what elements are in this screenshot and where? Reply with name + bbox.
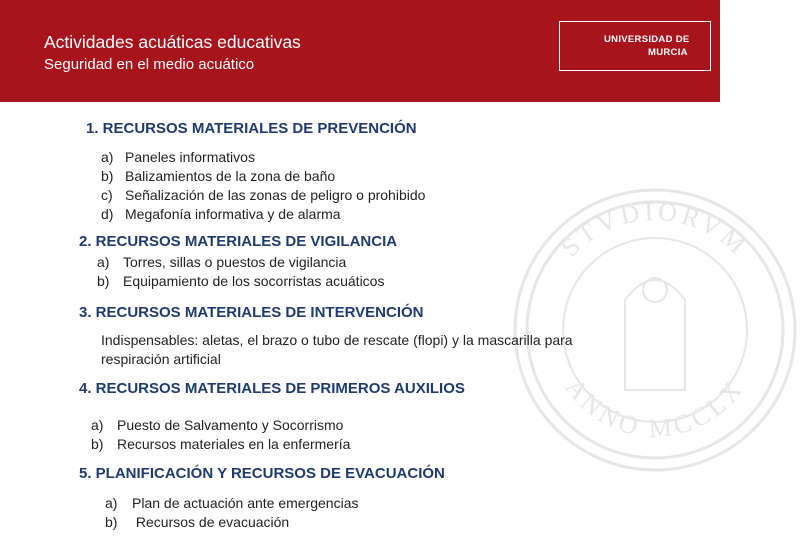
list-primeros-auxilios <box>91 416 350 454</box>
university-seal-icon <box>505 180 805 480</box>
list-item-text: Paneles informativos <box>125 149 255 165</box>
seal-text-top: STVDIORVM <box>555 196 755 263</box>
list-item-text: Recursos materiales en la enfermería <box>117 436 351 452</box>
list-item-text: Señalización de las zonas de peligro o prohibido <box>125 187 426 203</box>
list-item <box>91 435 350 454</box>
list-item <box>97 272 384 291</box>
section-heading-primeros-auxilios: 4. RECURSOS MATERIALES DE PRIMEROS AUXILIOS <box>79 380 465 397</box>
list-item <box>97 253 384 272</box>
list-item-text: Puesto de Salvamento y Socorrismo <box>117 417 344 433</box>
list-item-mark: c) <box>101 187 113 203</box>
logo-text-line1: UNIVERSIDAD DE <box>604 34 690 45</box>
list-item-mark: a) <box>97 254 110 270</box>
university-logo <box>559 21 711 71</box>
list-item <box>101 148 425 167</box>
section-paragraph-intervencion: Indispensables: aletas, el brazo o tubo de rescate (flopi) y la mascarilla para respiración artificial <box>101 332 573 367</box>
list-item-text: Balizamientos de la zona de baño <box>125 168 336 184</box>
list-item-mark: b) <box>105 514 118 530</box>
list-item <box>101 167 425 186</box>
list-item-text: Torres, sillas o puestos de vigilancia <box>123 254 347 270</box>
list-item-text: Equipamiento de los socorristas acuáticos <box>123 273 385 289</box>
list-item <box>105 494 358 513</box>
list-item <box>91 416 350 435</box>
section-heading-intervencion: 3. RECURSOS MATERIALES DE INTERVENCIÓN <box>79 304 424 321</box>
logo-text-line2: MURCIA <box>648 47 688 58</box>
list-item-text: Recursos de evacuación <box>132 514 290 530</box>
list-item <box>101 205 425 224</box>
list-item <box>105 513 358 532</box>
list-item-mark: a) <box>91 417 104 433</box>
section-heading-prevencion: 1. RECURSOS MATERIALES DE PREVENCIÓN <box>86 120 417 137</box>
list-vigilancia <box>97 253 384 291</box>
list-prevencion <box>101 148 425 224</box>
list-item-text: Megafonía informativa y de alarma <box>125 206 341 222</box>
page-subtitle: Seguridad en el medio acuático <box>44 56 255 73</box>
seal-text-bottom: ANNO MCCLX <box>559 372 751 444</box>
list-item-text: Plan de actuación ante emergencias <box>132 495 359 511</box>
list-item-mark: a) <box>105 495 118 511</box>
list-item-mark: a) <box>101 149 114 165</box>
list-evacuacion <box>105 494 358 532</box>
page-title: Actividades acuáticas educativas <box>44 32 301 52</box>
list-item-mark: b) <box>91 436 104 452</box>
list-item <box>101 186 425 205</box>
section-heading-evacuacion: 5. PLANIFICACIÓN Y RECURSOS DE EVACUACIÓN <box>79 465 445 482</box>
header-band <box>0 0 720 102</box>
list-item-mark: b) <box>101 168 114 184</box>
list-item-mark: d) <box>101 206 114 222</box>
section-heading-vigilancia: 2. RECURSOS MATERIALES DE VIGILANCIA <box>79 233 398 250</box>
list-item-mark: b) <box>97 273 110 289</box>
